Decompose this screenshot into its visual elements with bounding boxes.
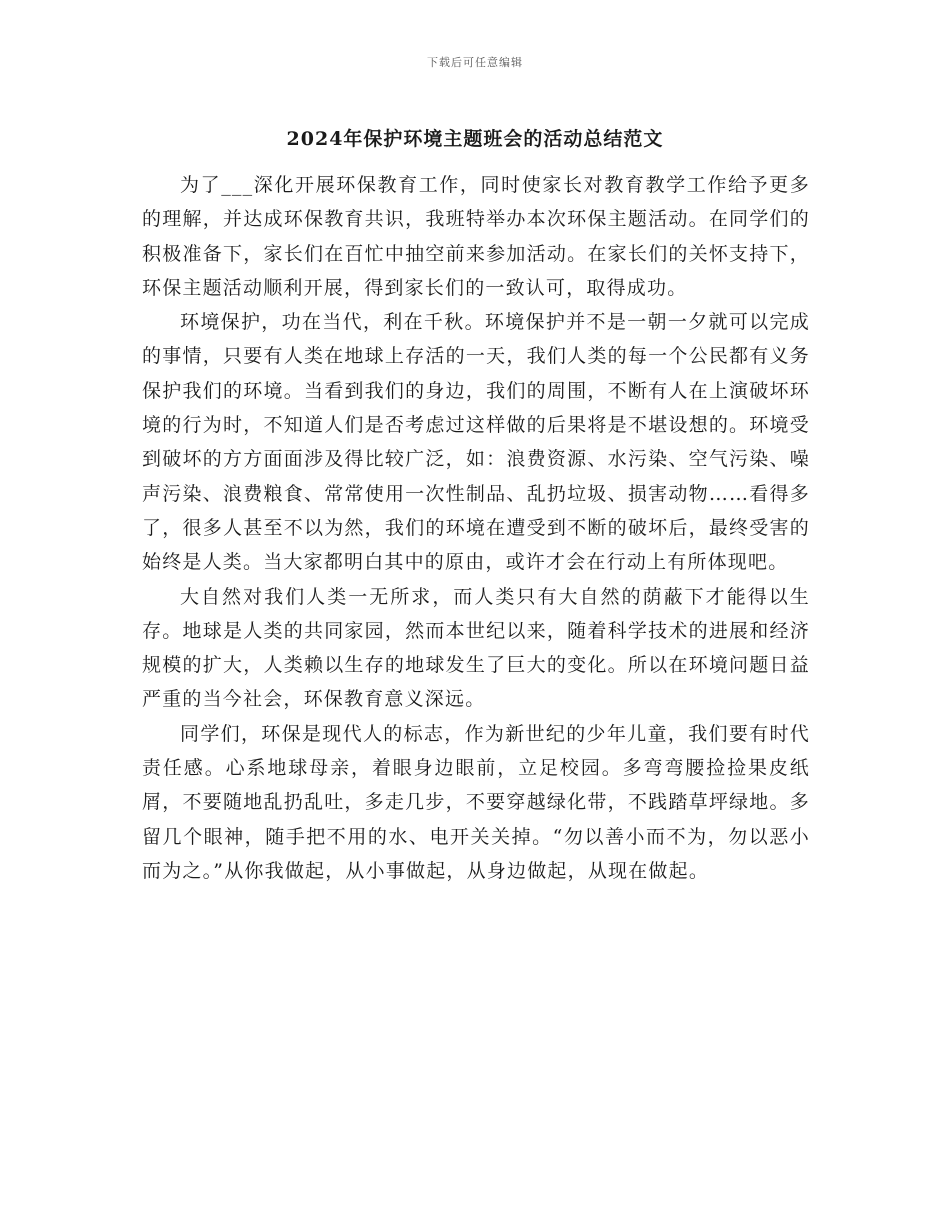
paragraph-3: 大自然对我们人类一无所求，而人类只有大自然的荫蔽下才能得以生存。地球是人类的共同家园，然而本世纪以来，随着科学技术的进展和经济规模的扩大，人类赖以生存的地球发生了巨大的变化。所以在环境问题日益严重的当今社会，环保教育意义深远。 xyxy=(142,585,810,711)
document-body xyxy=(142,168,810,888)
paragraph-1: 为了___深化开展环保教育工作，同时使家长对教育教学工作给予更多的理解，并达成环保教育共识，我班特举办本次环保主题活动。在同学们的积极准备下，家长们在百忙中抽空前来参加活动。在家长们的关怀支持下，环保主题活动顺利开展，得到家长们的一致认可，取得成功。 xyxy=(142,174,810,299)
header-note: 下载后可任意编辑 xyxy=(427,56,523,69)
paragraph-2: 环境保护，功在当代，利在千秋。环境保护并不是一朝一夕就可以完成的事情，只要有人类在地球上存活的一天，我们人类的每一个公民都有义务保护我们的环境。当看到我们的身边，我们的周围，不断有人在上演破坏环境的行为时，不知道人们是否考虑过这样做的后果将是不堪设想的。环境受到破坏的方方面面涉及得比较广泛，如：浪费资源、水污染、空气污染、噪声污染、浪费粮食、常常使用一次性制品、乱扔垃圾、损害动物……看得多了，很多人甚至不以为然，我们的环境在遭受到不断的破坏后，最终受害的始终是人类。当大家都明白其中的原由，或许才会在行动上有所体现吧。 xyxy=(142,311,810,574)
paragraph-4: 同学们，环保是现代人的标志，作为新世纪的少年儿童，我们要有时代责任感。心系地球母亲，着眼身边眼前，立足校园。多弯弯腰捡捡果皮纸屑，不要随地乱扔乱吐，多走几步，不要穿越绿化带，不践踏草坪绿地。多留几个眼神，随手把不用的水、电开关关掉。“勿以善小而不为，勿以恶小而为之。”从你我做起，从小事做起，从身边做起，从现在做起。 xyxy=(142,722,810,882)
document-title: 2024年保护环境主题班会的活动总结范文 xyxy=(286,128,664,150)
